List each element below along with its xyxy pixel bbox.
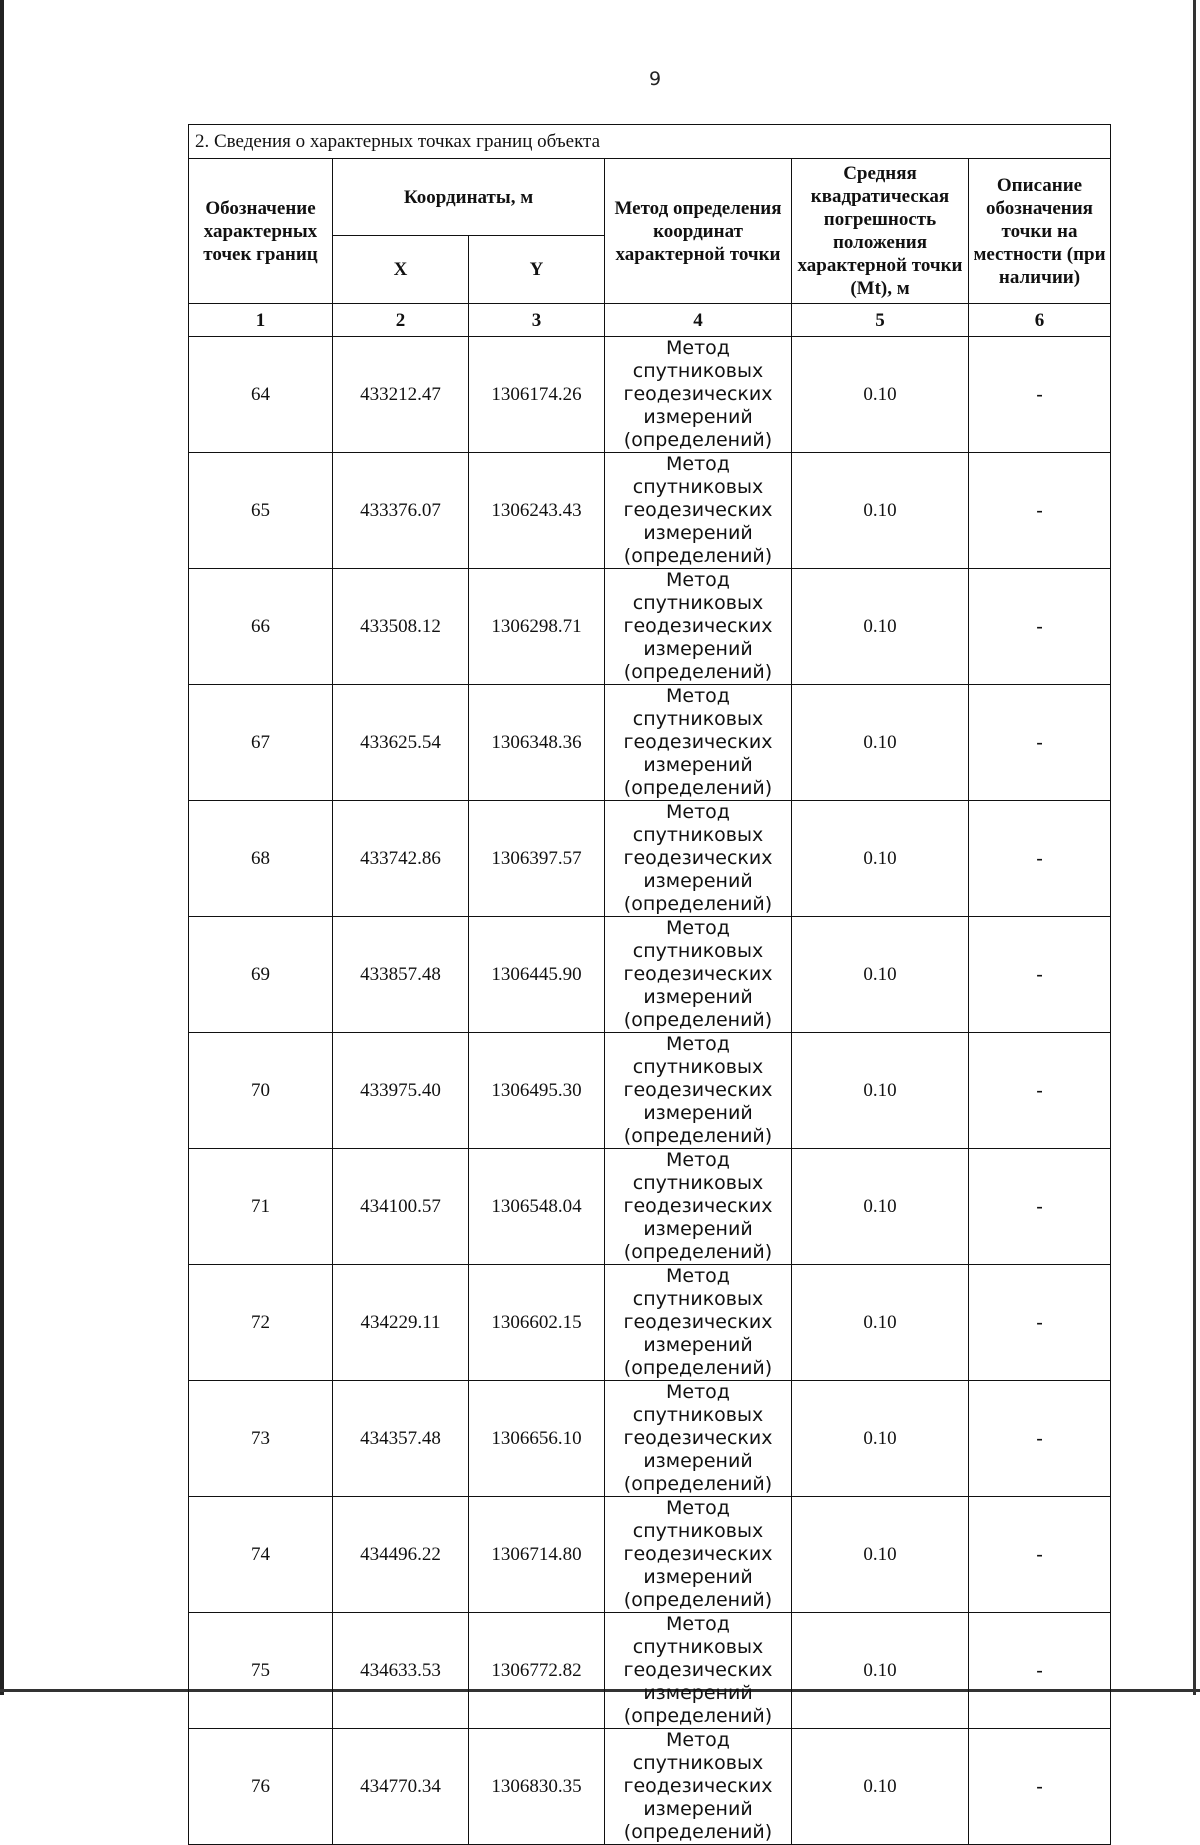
header-method: Метод определения координат характерной точки xyxy=(605,159,792,304)
header-description: Описание обозначения точки на местности (при наличии) xyxy=(969,159,1111,304)
description-cell: - xyxy=(969,1033,1111,1149)
y-coordinate-cell: 1306348.36 xyxy=(469,685,605,801)
header-coordinates: Координаты, м xyxy=(333,159,605,236)
page-number: 9 xyxy=(648,68,662,90)
scan-edge-right xyxy=(1193,0,1196,1695)
y-coordinate-cell: 1306243.43 xyxy=(469,453,605,569)
x-coordinate-cell: 433625.54 xyxy=(333,685,469,801)
table-row xyxy=(189,1265,1111,1381)
description-cell: - xyxy=(969,1497,1111,1613)
method-cell: Метод спутниковых геодезических измерений (определений) xyxy=(605,1265,792,1381)
y-coordinate-cell: 1306772.82 xyxy=(469,1613,605,1729)
header-accuracy: Средняя квадратическая погрешность положения характерной точки (Mt), м xyxy=(792,159,969,304)
accuracy-cell: 0.10 xyxy=(792,917,969,1033)
point-designation-cell: 70 xyxy=(189,1033,333,1149)
description-cell: - xyxy=(969,569,1111,685)
x-coordinate-cell: 434770.34 xyxy=(333,1729,469,1845)
description-cell: - xyxy=(969,685,1111,801)
column-number: 2 xyxy=(333,304,469,337)
description-cell: - xyxy=(969,337,1111,453)
y-coordinate-cell: 1306830.35 xyxy=(469,1729,605,1845)
accuracy-cell: 0.10 xyxy=(792,1265,969,1381)
header-row xyxy=(189,159,1111,236)
table-row xyxy=(189,569,1111,685)
point-designation-cell: 69 xyxy=(189,917,333,1033)
y-coordinate-cell: 1306495.30 xyxy=(469,1033,605,1149)
x-coordinate-cell: 433508.12 xyxy=(333,569,469,685)
point-designation-cell: 76 xyxy=(189,1729,333,1845)
x-coordinate-cell: 433975.40 xyxy=(333,1033,469,1149)
point-designation-cell: 75 xyxy=(189,1613,333,1729)
y-coordinate-cell: 1306548.04 xyxy=(469,1149,605,1265)
method-cell: Метод спутниковых геодезических измерений (определений) xyxy=(605,453,792,569)
point-designation-cell: 67 xyxy=(189,685,333,801)
method-cell: Метод спутниковых геодезических измерений (определений) xyxy=(605,1033,792,1149)
table-row xyxy=(189,917,1111,1033)
y-coordinate-cell: 1306174.26 xyxy=(469,337,605,453)
point-designation-cell: 68 xyxy=(189,801,333,917)
method-cell: Метод спутниковых геодезических измерений (определений) xyxy=(605,1497,792,1613)
point-designation-cell: 72 xyxy=(189,1265,333,1381)
table-body xyxy=(189,125,1111,1845)
accuracy-cell: 0.10 xyxy=(792,1613,969,1729)
column-number: 5 xyxy=(792,304,969,337)
method-cell: Метод спутниковых геодезических измерений (определений) xyxy=(605,337,792,453)
point-designation-cell: 64 xyxy=(189,337,333,453)
table-row xyxy=(189,1613,1111,1729)
table-row xyxy=(189,1033,1111,1149)
column-number-row xyxy=(189,304,1111,337)
point-designation-cell: 66 xyxy=(189,569,333,685)
table-row xyxy=(189,1381,1111,1497)
y-coordinate-cell: 1306656.10 xyxy=(469,1381,605,1497)
point-designation-cell: 74 xyxy=(189,1497,333,1613)
x-coordinate-cell: 434633.53 xyxy=(333,1613,469,1729)
x-coordinate-cell: 433857.48 xyxy=(333,917,469,1033)
table-row xyxy=(189,337,1111,453)
accuracy-cell: 0.10 xyxy=(792,569,969,685)
method-cell: Метод спутниковых геодезических измерений (определений) xyxy=(605,801,792,917)
description-cell: - xyxy=(969,1729,1111,1845)
method-cell: Метод спутниковых геодезических измерений (определений) xyxy=(605,685,792,801)
point-designation-cell: 71 xyxy=(189,1149,333,1265)
y-coordinate-cell: 1306445.90 xyxy=(469,917,605,1033)
point-designation-cell: 65 xyxy=(189,453,333,569)
description-cell: - xyxy=(969,917,1111,1033)
header-point-designation: Обозначение характерных точек границ xyxy=(189,159,333,304)
accuracy-cell: 0.10 xyxy=(792,1497,969,1613)
header-y: Y xyxy=(469,236,605,304)
table-row xyxy=(189,1497,1111,1613)
y-coordinate-cell: 1306714.80 xyxy=(469,1497,605,1613)
x-coordinate-cell: 434496.22 xyxy=(333,1497,469,1613)
column-number: 1 xyxy=(189,304,333,337)
column-number: 3 xyxy=(469,304,605,337)
x-coordinate-cell: 433376.07 xyxy=(333,453,469,569)
method-cell: Метод спутниковых геодезических измерений (определений) xyxy=(605,1149,792,1265)
x-coordinate-cell: 434229.11 xyxy=(333,1265,469,1381)
accuracy-cell: 0.10 xyxy=(792,337,969,453)
header-x: X xyxy=(333,236,469,304)
description-cell: - xyxy=(969,1613,1111,1729)
method-cell: Метод спутниковых геодезических измерений (определений) xyxy=(605,917,792,1033)
description-cell: - xyxy=(969,1149,1111,1265)
point-designation-cell: 73 xyxy=(189,1381,333,1497)
table-row xyxy=(189,801,1111,917)
accuracy-cell: 0.10 xyxy=(792,1381,969,1497)
accuracy-cell: 0.10 xyxy=(792,801,969,917)
table-row xyxy=(189,1149,1111,1265)
accuracy-cell: 0.10 xyxy=(792,1033,969,1149)
method-cell: Метод спутниковых геодезических измерений (определений) xyxy=(605,1729,792,1845)
x-coordinate-cell: 433742.86 xyxy=(333,801,469,917)
y-coordinate-cell: 1306298.71 xyxy=(469,569,605,685)
method-cell: Метод спутниковых геодезических измерений (определений) xyxy=(605,1381,792,1497)
x-coordinate-cell: 434357.48 xyxy=(333,1381,469,1497)
method-cell: Метод спутниковых геодезических измерений (определений) xyxy=(605,569,792,685)
accuracy-cell: 0.10 xyxy=(792,1729,969,1845)
x-coordinate-cell: 433212.47 xyxy=(333,337,469,453)
description-cell: - xyxy=(969,1381,1111,1497)
section-title: 2. Сведения о характерных точках границ объекта xyxy=(189,125,1111,159)
boundary-points-table xyxy=(188,124,1111,1845)
method-cell: Метод спутниковых геодезических измерений (определений) xyxy=(605,1613,792,1729)
description-cell: - xyxy=(969,1265,1111,1381)
scan-edge-left xyxy=(0,0,4,1695)
x-coordinate-cell: 434100.57 xyxy=(333,1149,469,1265)
accuracy-cell: 0.10 xyxy=(792,685,969,801)
y-coordinate-cell: 1306397.57 xyxy=(469,801,605,917)
column-number: 6 xyxy=(969,304,1111,337)
section-title-row xyxy=(189,125,1111,159)
y-coordinate-cell: 1306602.15 xyxy=(469,1265,605,1381)
table-row xyxy=(189,1729,1111,1845)
accuracy-cell: 0.10 xyxy=(792,1149,969,1265)
column-number: 4 xyxy=(605,304,792,337)
description-cell: - xyxy=(969,453,1111,569)
description-cell: - xyxy=(969,801,1111,917)
accuracy-cell: 0.10 xyxy=(792,453,969,569)
table-row xyxy=(189,453,1111,569)
table-row xyxy=(189,685,1111,801)
